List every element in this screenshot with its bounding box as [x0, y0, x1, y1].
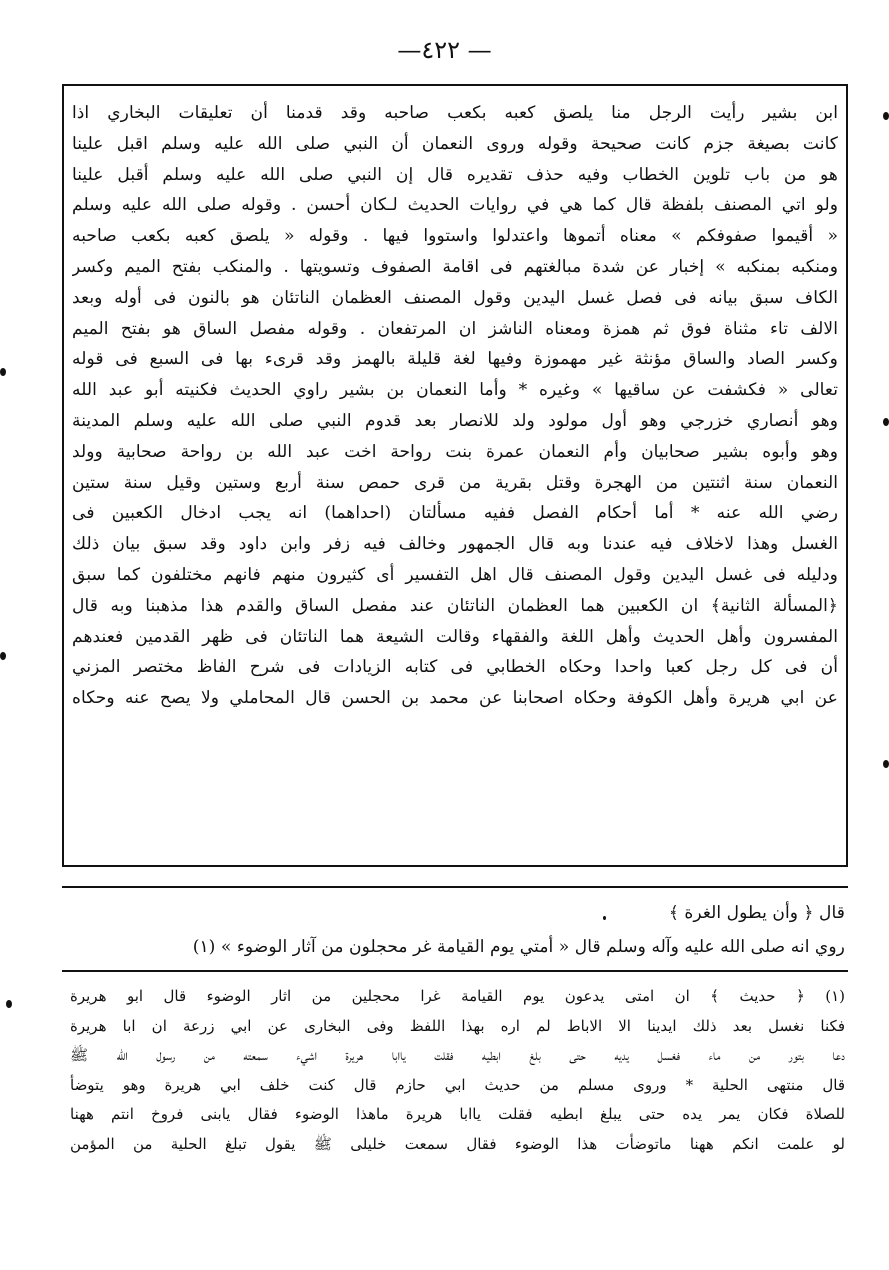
main-text-line: ومنكبه بمنكبه » إخبار عن شدة مبالغتهم فى اقامة الصفوف وتسويتها . والمنكب بفتح الميم وكسر: [72, 256, 838, 277]
footnote-line: لو علمت انكم ههنا ماتوضأت هذا الوضوء فقال سمعت خليلى ﷺ يقول تبلغ الحلية من المؤمن: [70, 1134, 845, 1153]
quote-block: [70, 896, 845, 964]
footnote-line: فكنا نغسل بعد ذلك ايدينا الا الاباط لم اره بهذا اللفظ وفى البخارى عن ابي زرعة ان ابا هريرة: [70, 1016, 845, 1035]
footnotes: [70, 982, 845, 1159]
main-text-line: هو من باب تلوين الخطاب وفيه حذف تقديره قال إن النبي صلى الله عليه وسلم أقبل علينا: [72, 164, 838, 185]
main-text-line: أن فى كل رجل كعبا واحدا وحكاه الخطابي فى كتابه الزيادات فى شرح الفاظ مختصر المزني: [72, 657, 838, 678]
page-number: — ٤٢٢—: [397, 36, 492, 64]
scan-speck: [883, 112, 889, 120]
main-text-line: عن ابي هريرة وأهل الكوفة وحكاه اصحابنا عن محمد بن الحسن قال المحاملي ولا يصح عنه وحكاه: [72, 688, 838, 709]
scan-speck: [0, 652, 6, 660]
footnote-line: (١) ﴿ حديث ﴾ ان امتى يدعون يوم القيامة غرا محجلين من اثار الوضوء قال ابو هريرة: [70, 987, 845, 1005]
main-text-line: الالف تاء مثناة فوق ثم همزة ومعناه الناشز ان المرتفعان . وقوله مفصل الساق هو بفتح الميم: [72, 318, 838, 339]
footnote-line: قال منتهى الحلية * وروى مسلم من حديث ابي حازم قال كنت خلف ابي هريرة وهو يتوضأ: [70, 1075, 845, 1094]
main-text-line: النعمان سنة اثنتين من الهجرة وقتل بقرية من قرى حمص سنة أربع وستين وقيل سنة ستين: [72, 472, 838, 493]
quote-heading: قال ﴿ وأن يطول الغرة ﴾: [668, 903, 845, 923]
scan-speck: [883, 760, 889, 768]
footnote-divider: [62, 970, 848, 972]
main-text-line: وهو وأبوه بشير صحابيان وأم النعمان عمرة بنت رواحة اخت عبد الله بن رواحة صحابية وولد: [72, 441, 838, 462]
scan-speck: [6, 1000, 12, 1008]
main-text-line: رضي الله عنه * أما أحكام الفصل ففيه مسألتان (احداهما) انه يجب ادخال الكعبين فى: [72, 503, 838, 524]
main-text-line: ابن بشير رأيت الرجل منا يلصق كعبه بكعب صاحبه وقد قدمنا أن تعليقات البخاري اذا: [72, 103, 838, 123]
scan-speck: [0, 368, 6, 376]
main-text-line: المفسرون وأهل الحديث وأهل اللغة والفقهاء وقالت الشيعة هما الناتئان فى ظهر القدمين فعندهم: [72, 626, 838, 647]
main-text-line: ولو اتي المصنف بلفظة قال كما هي في روايات الحديث لـكان أحسن . وقوله صلى الله عليه وسلم: [72, 195, 838, 216]
main-text-line: كانت بصيغة جزم كانت صحيحة وقوله وروى النعمان أن النبي صلى الله عليه وسلم اقبل علينا: [72, 133, 838, 154]
main-text-frame: [62, 84, 848, 867]
main-text-line: « أقيموا صفوفكم » معناه أتموها واعتدلوا واستووا فيها . وقوله « يلصق كعبه بكعب صاحبه: [72, 226, 838, 247]
main-text-line: الغسل وهذا لاخلاف فيه عندنا وبه قال الجمهور وخالف فيه زفر وابن داود وقد سبق بيان ذلك: [72, 534, 838, 555]
main-text-body: [72, 98, 838, 714]
scan-speck: [883, 418, 889, 426]
main-text-line: وكسر الصاد والساق مؤنثة غير مهموزة وفيها لغة قليلة بالهمز وقد قرىء بها فى السبع فى قوله: [72, 349, 838, 370]
scan-speck: [603, 916, 606, 920]
main-text-line: وهو أنصاري خزرجي وهو أول مولود ولد للانصار بعد قدوم النبي صلى الله عليه وسلم المدينة: [72, 410, 838, 431]
main-text-line: تعالى « فكشفت عن ساقيها » وغيره * وأما النعمان بن بشير راوي الحديث فكنيته أبو عبد الله: [72, 380, 838, 401]
quote-hadith: روي انه صلى الله عليه وآله وسلم قال « أمتي يوم القيامة غر محجلون من آثار الوضوء » (١): [192, 937, 845, 957]
footnote-line: دعا بتور من ماء فغسل يديه حتى بلغ ابطيه فقلت ياابا هريرة اشيء سمعته من رسول الله ﷺ: [70, 1046, 845, 1064]
section-divider: [62, 886, 848, 888]
main-text-line: ﴿المسألة الثانية﴾ ان الكعبين هما العظمان الناتئان عند مفصل الساق والقدم هذا مذهبنا وبه قال: [72, 595, 838, 616]
main-text-line: ودليله فى غسل اليدين وقول المصنف قال اهل التفسير أى كثيرون منهم فانهم مختلفون كما سبق: [72, 564, 838, 585]
main-text-line: الكاف سبق بيانه فى فصل غسل اليدين وقول المصنف العظمان الناتئان هو بالنون فى أوله وبعد: [72, 287, 838, 308]
footnote-line: للصلاة فكان يمر يده حتى يبلغ ابطيه فقلت ياابا هريرة ماهذا الوضوء فقال يابنى فروخ انتم ههنا: [70, 1105, 845, 1123]
